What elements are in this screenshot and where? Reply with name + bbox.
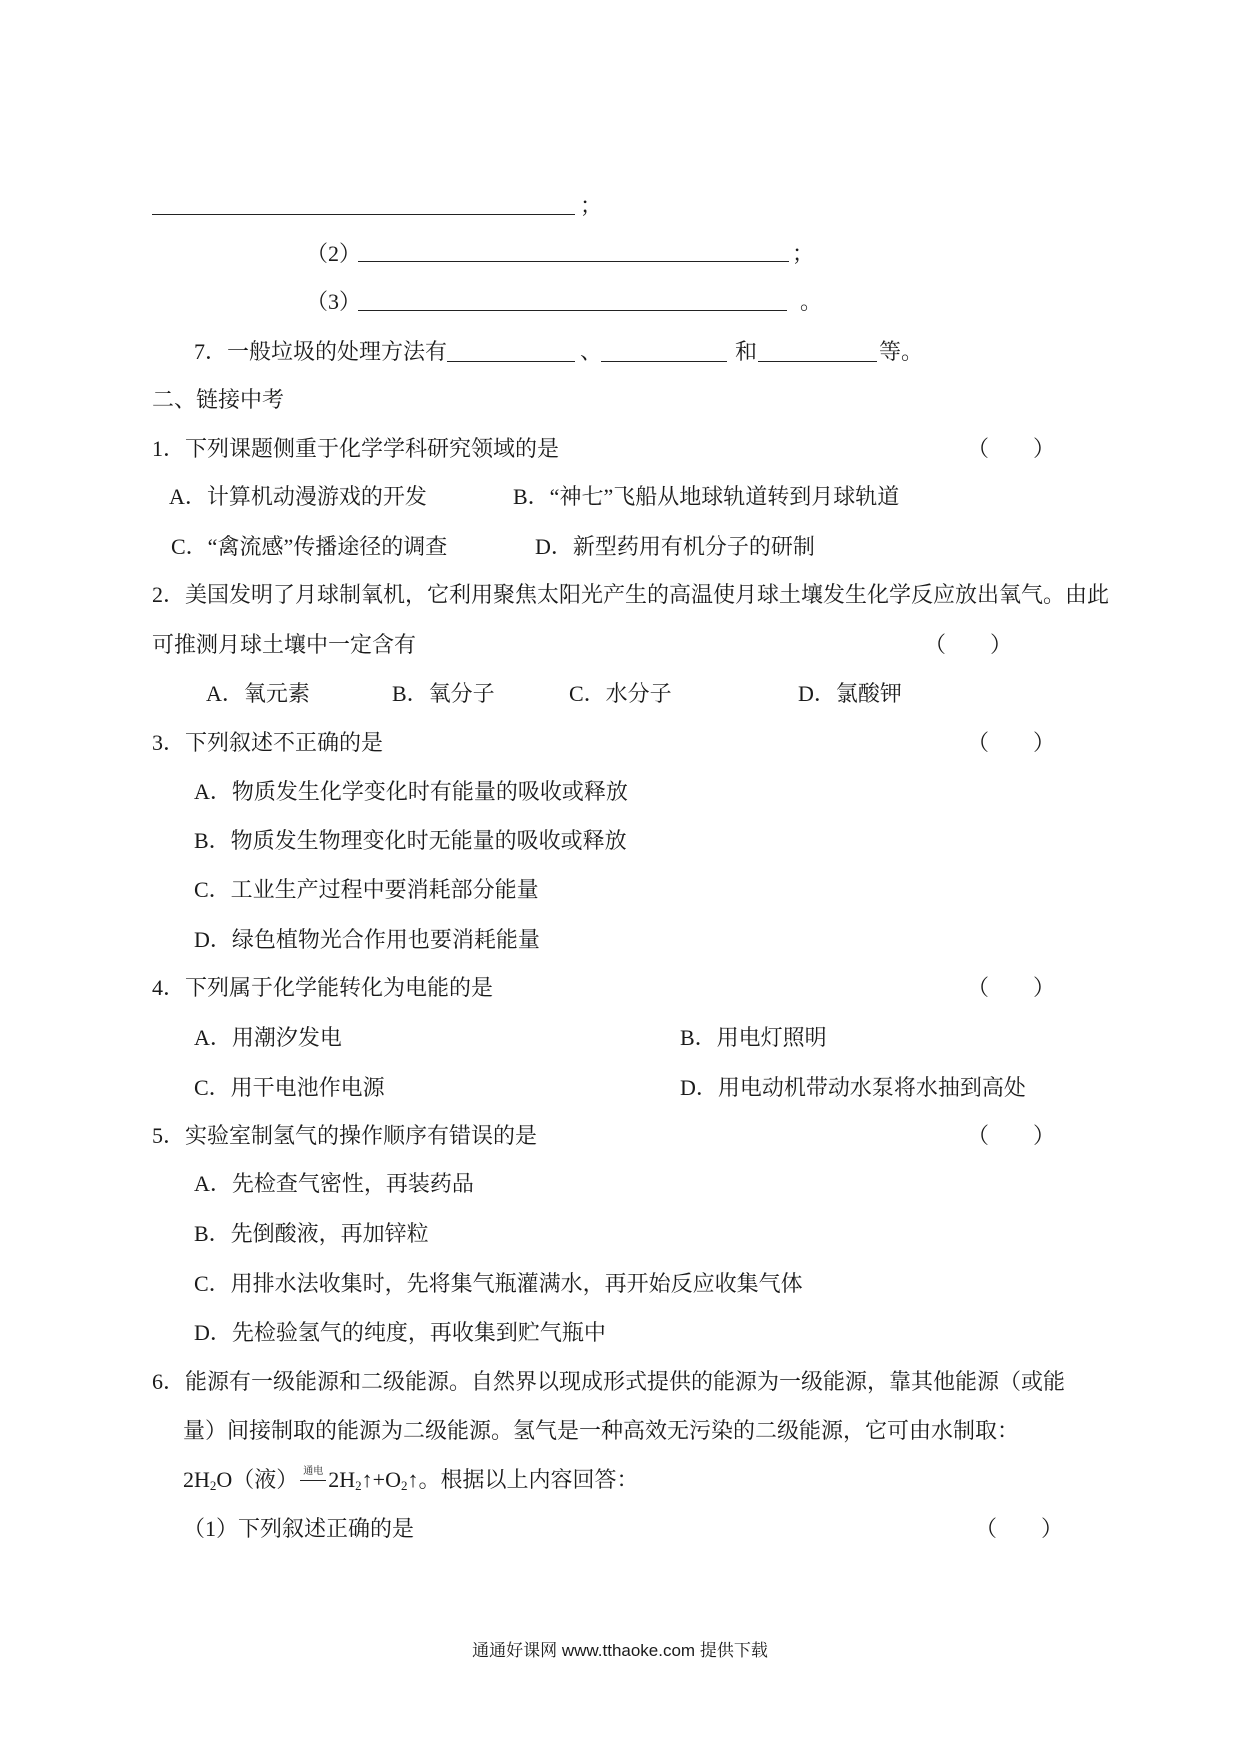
- question-7-separator: 、: [580, 339, 603, 364]
- answer-bracket: （ ）: [975, 1516, 1064, 1541]
- equation-subscript: 2: [209, 1478, 217, 1493]
- question-7-suffix: 等。: [879, 339, 924, 364]
- equation-subscript: 2: [355, 1478, 362, 1493]
- equation-product-oxygen: ↑+O: [361, 1467, 401, 1492]
- question-5-option-d: D．先检验氢气的纯度，再收集到贮气瓶中: [194, 1320, 606, 1345]
- question-3-option-a: A．物质发生化学变化时有能量的吸收或释放: [194, 779, 628, 804]
- question-3-option-d: D．绿色植物光合作用也要消耗能量: [194, 927, 540, 952]
- question-2-option-d: D．氯酸钾: [798, 681, 902, 706]
- answer-bracket: （ ）: [967, 730, 1056, 755]
- question-2-stem-cont: 可推测月球土壤中一定含有: [152, 632, 417, 657]
- question-7-separator: 和: [735, 339, 758, 364]
- question-4-option-a: A．用潮汐发电: [194, 1025, 342, 1050]
- question-2-option-b: B．氧分子: [392, 681, 495, 706]
- equation-reactant: 2H: [183, 1467, 210, 1492]
- question-1-stem: 1．下列课题侧重于化学学科研究领域的是: [152, 436, 560, 461]
- answer-bracket: （ ）: [967, 1123, 1056, 1148]
- question-4-option-b: B．用电灯照明: [680, 1025, 827, 1050]
- equation-followup-text: 。根据以上内容回答：: [418, 1467, 639, 1492]
- answer-blank: [358, 310, 787, 311]
- question-3-option-c: C．工业生产过程中要消耗部分能量: [194, 877, 539, 902]
- section-title: 二、链接中考: [152, 387, 285, 412]
- question-2-stem: 2．美国发明了月球制氧机，它利用聚焦太阳光产生的高温使月球土壤发生化学反应放出氧气。由此: [152, 582, 1110, 607]
- answer-bracket: （ ）: [924, 632, 1013, 657]
- answer-blank: [447, 361, 575, 362]
- reaction-condition: [298, 1465, 328, 1495]
- chemical-equation: [183, 1465, 638, 1495]
- question-5-option-c: C．用排水法收集时，先将集气瓶灌满水，再开始反应收集气体: [194, 1271, 803, 1296]
- question-4-option-c: C．用干电池作电源: [194, 1075, 385, 1100]
- question-4-option-d: D．用电动机带动水泵将水抽到高处: [680, 1075, 1026, 1100]
- equation-gas-arrow: ↑: [407, 1467, 419, 1492]
- item-label-3: （3）: [306, 289, 362, 314]
- blank-terminator: ；: [792, 241, 815, 266]
- question-2-option-c: C．水分子: [569, 681, 672, 706]
- answer-blank: [358, 261, 789, 262]
- question-2-option-a: A．氧元素: [206, 681, 310, 706]
- question-1-option-b: B．“神七”飞船从地球轨道转到月球轨道: [513, 484, 900, 509]
- question-6-stem: 6．能源有一级能源和二级能源。自然界以现成形式提供的能源为一级能源，靠其他能源（或能: [152, 1369, 1066, 1394]
- question-1-option-d: D．新型药用有机分子的研制: [535, 534, 815, 559]
- question-1-option-a: A．计算机动漫游戏的开发: [169, 484, 427, 509]
- answer-blank: [152, 214, 575, 215]
- answer-blank: [601, 361, 727, 362]
- question-3-stem: 3．下列叙述不正确的是: [152, 730, 384, 755]
- item-label-2: （2）: [306, 241, 362, 266]
- blank-terminator: 。: [800, 289, 823, 314]
- reaction-condition-label: 通电: [303, 1466, 324, 1477]
- equation-reactant-state: O（液）: [216, 1467, 299, 1492]
- equation-subscript: 2: [400, 1478, 408, 1493]
- question-6-stem-cont: 量）间接制取的能源为二级能源。氢气是一种高效无污染的二级能源，它可由水制取：: [183, 1418, 1020, 1443]
- question-1-option-c: C．“禽流感”传播途径的调查: [171, 534, 448, 559]
- equation-product-hydrogen: 2H: [328, 1467, 356, 1492]
- question-3-option-b: B．物质发生物理变化时无能量的吸收或释放: [194, 828, 627, 853]
- question-5-option-b: B．先倒酸液，再加锌粒: [194, 1221, 429, 1246]
- page-footer: 通通好课网 www.tthaoke.com 提供下载: [472, 1641, 768, 1660]
- blank-terminator: ；: [580, 193, 603, 218]
- answer-blank: [758, 361, 877, 362]
- answer-bracket: （ ）: [967, 975, 1056, 1000]
- question-5-option-a: A．先检查气密性，再装药品: [194, 1171, 474, 1196]
- question-6-sub-1: （1）下列叙述正确的是: [183, 1516, 415, 1541]
- question-5-stem: 5．实验室制氢气的操作顺序有错误的是: [152, 1123, 538, 1148]
- reaction-condition-line: [300, 1480, 326, 1481]
- question-7-stem: 7．一般垃圾的处理方法有: [194, 339, 448, 364]
- question-4-stem: 4．下列属于化学能转化为电能的是: [152, 975, 494, 1000]
- answer-bracket: （ ）: [967, 436, 1056, 461]
